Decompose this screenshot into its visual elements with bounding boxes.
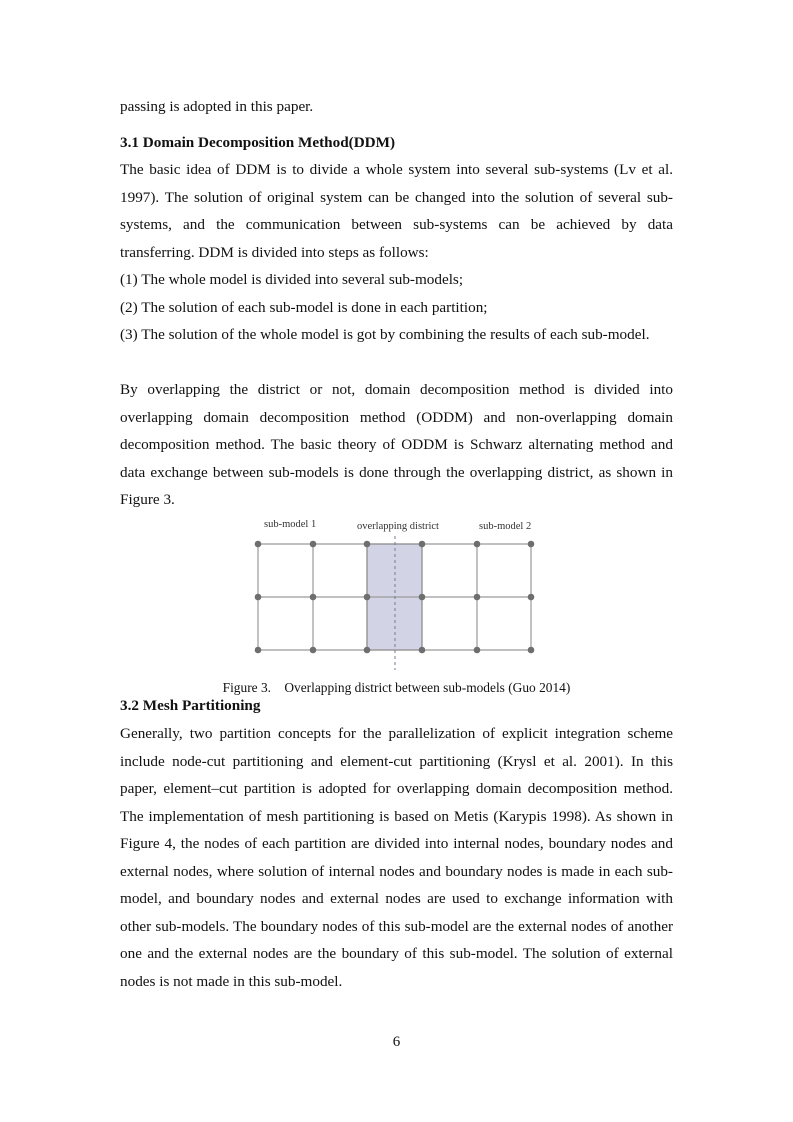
section-3-1-para-1: The basic idea of DDM is to divide a whole system into several sub-systems (Lv et al. 1997). The solution of original system can be changed into the solution of several sub-systems, and the communication between sub-systems can be achieved by data transferring. DDM is divided into steps as follows: <box>120 161 673 261</box>
figure-3 <box>236 512 556 677</box>
figure-3-caption-text: Overlapping district between sub-models (Guo 2014) <box>284 680 571 695</box>
mesh-node <box>364 647 371 654</box>
figure-3-caption-number: Figure 3. <box>222 680 271 695</box>
mesh-node <box>364 541 371 548</box>
section-3-1-heading: 3.1 Domain Decomposition Method(DDM) <box>120 134 396 151</box>
figure-3-caption <box>0 679 793 697</box>
ddm-step-1: (1) The whole model is divided into several sub-models; <box>120 271 464 288</box>
mesh-node <box>310 647 317 654</box>
section-3-2-para-1: Generally, two partition concepts for the parallelization of explicit integration scheme include node-cut partitioning and element-cut partitioning (Krysl et al. 2001). In this paper, element–cut partition is adopted for overlapping domain decomposition method. The implementation of mesh partitioning is based on Metis (Karypis 1998). As shown in Figure 4, the nodes of each partition are divided into internal nodes, boundary nodes and external nodes, where solution of internal nodes and boundary nodes is made in each sub-model, and boundary nodes and external nodes are used to exchange information with other sub-models. The boundary nodes of this sub-model are the external nodes of another one and the external nodes are the boundary of this sub-model. The solution of external nodes is not made in this sub-model. <box>120 725 673 990</box>
label-sub-model-1: sub-model 1 <box>264 519 317 530</box>
mesh-node <box>528 541 535 548</box>
mesh-node <box>255 594 262 601</box>
mesh-node <box>474 647 481 654</box>
label-sub-model-2: sub-model 2 <box>479 521 532 532</box>
mesh-node <box>255 541 262 548</box>
section-3-2-heading: 3.2 Mesh Partitioning <box>120 697 261 714</box>
intro-tail-text: passing is adopted in this paper. <box>120 98 314 115</box>
mesh-node <box>474 594 481 601</box>
ddm-step-3: (3) The solution of the whole model is got by combining the results of each sub-model. <box>120 326 650 343</box>
page-number: 6 <box>392 1034 401 1050</box>
section-3-1-para-2: By overlapping the district or not, domain decomposition method is divided into overlapping domain decomposition method (ODDM) and non-overlapping domain decomposition method. The basic theory of ODDM is Schwarz alternating method and data exchange between sub-models is done through the overlapping district, as shown in Figure 3. <box>120 381 673 508</box>
ddm-step-2: (2) The solution of each sub-model is done in each partition; <box>120 298 488 316</box>
overlap-diagram <box>236 512 556 672</box>
mesh-node <box>255 647 262 654</box>
label-overlapping-district: overlapping district <box>357 521 439 532</box>
mesh-node <box>528 594 535 601</box>
mesh-node <box>419 541 426 548</box>
mesh-node <box>528 647 535 654</box>
mesh-node <box>474 541 481 548</box>
mesh-node <box>310 541 317 548</box>
mesh-node <box>310 594 317 601</box>
mesh-node <box>364 594 371 601</box>
mesh-node <box>419 647 426 654</box>
mesh-node <box>419 594 426 601</box>
